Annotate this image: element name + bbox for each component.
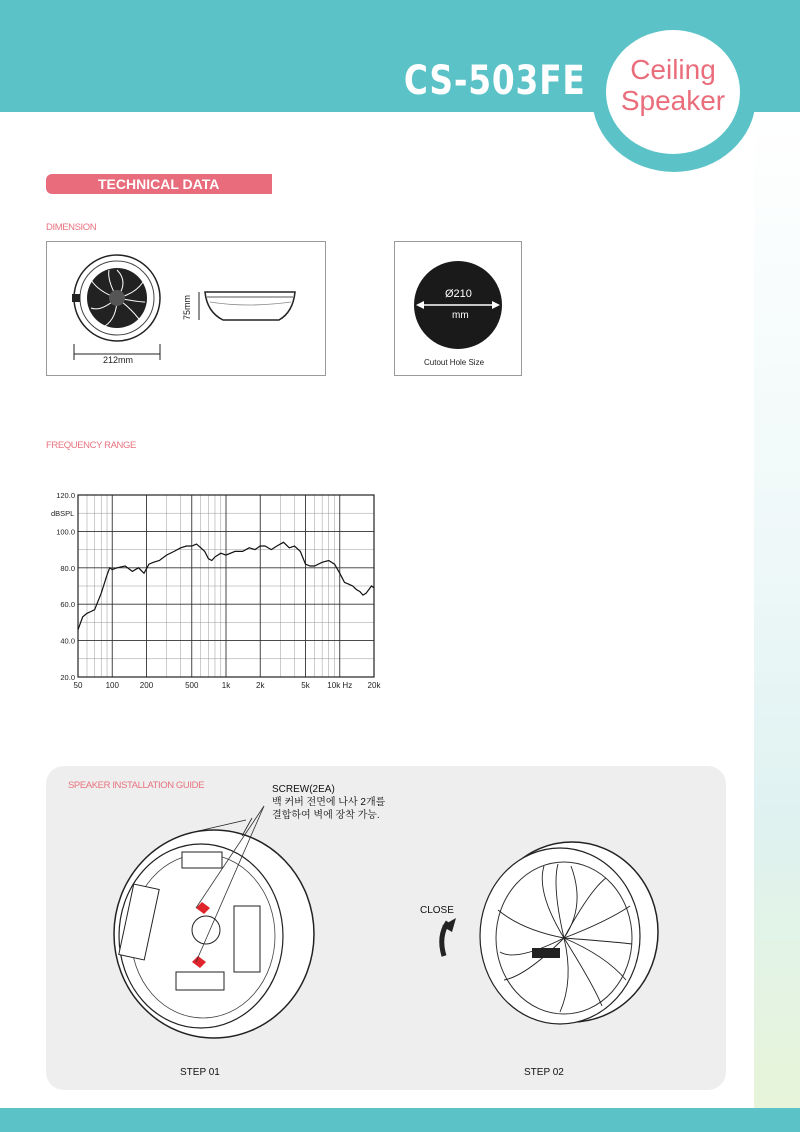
x-tick-label: 20k	[367, 681, 381, 690]
x-tick-label: 1k	[221, 681, 231, 690]
speaker-back-view	[114, 806, 314, 1038]
y-tick-label: 60.0	[60, 600, 75, 610]
x-tick-label: 10k Hz	[327, 681, 353, 690]
cutout-caption: Cutout Hole Size	[424, 358, 485, 367]
logo-plate	[532, 948, 560, 958]
installation-guide-label: SPEAKER INSTALLATION GUIDE	[68, 780, 205, 791]
x-tick-label: 50	[73, 681, 83, 690]
y-tick-label: 20.0	[60, 673, 75, 682]
installation-guide-panel	[46, 766, 726, 1090]
footer-band	[0, 1108, 800, 1132]
speaker-side-view	[205, 292, 295, 320]
speaker-front-closed-view	[442, 842, 658, 1024]
badge-line-2: Speaker	[620, 85, 726, 116]
frequency-chart-svg	[40, 486, 390, 696]
model-title: CS-503FE	[404, 58, 586, 104]
close-label: CLOSE	[420, 905, 454, 916]
screw-title: SCREW(2EA)	[272, 784, 335, 795]
y-tick-label: 120.0	[56, 491, 75, 500]
y-tick-label: 100.0	[56, 527, 75, 537]
y-unit-label: dBSPL	[51, 509, 75, 518]
screw-line-1: 백 커버 전면에 나사 2개를	[272, 797, 386, 808]
cutout-box	[394, 241, 522, 376]
cutout-hole-drawing	[395, 242, 521, 375]
step-02-label: STEP 02	[524, 1067, 564, 1078]
y-tick-label: 40.0	[60, 636, 75, 646]
step-01-label: STEP 01	[180, 1067, 220, 1078]
x-tick-label: 2k	[256, 681, 265, 690]
width-label: 212mm	[103, 355, 134, 365]
cutout-diameter: Ø210	[445, 288, 472, 300]
x-tick-label: 100	[105, 681, 119, 690]
section-title-technical-data: TECHNICAL DATA	[46, 174, 272, 194]
installation-illustrations	[46, 766, 726, 1090]
x-tick-label: 200	[139, 681, 154, 690]
badge-line-1: Ceiling	[630, 54, 716, 85]
y-tick-label: 80.0	[60, 563, 75, 573]
dimension-label: DIMENSION	[46, 222, 97, 233]
speaker-front-view	[72, 255, 160, 341]
frequency-chart	[40, 486, 390, 696]
x-tick-label: 500	[185, 681, 199, 690]
x-tick-label: 5k	[301, 681, 310, 690]
frequency-range-label: FREQUENCY RANGE	[46, 440, 136, 451]
screw-line-2: 결합하여 벽에 장착 가능.	[272, 810, 380, 821]
cutout-unit: mm	[452, 310, 469, 321]
product-type-text	[606, 54, 740, 116]
screw-note	[272, 783, 385, 822]
decorative-gradient	[754, 112, 800, 1110]
height-label: 75mm	[182, 294, 192, 320]
